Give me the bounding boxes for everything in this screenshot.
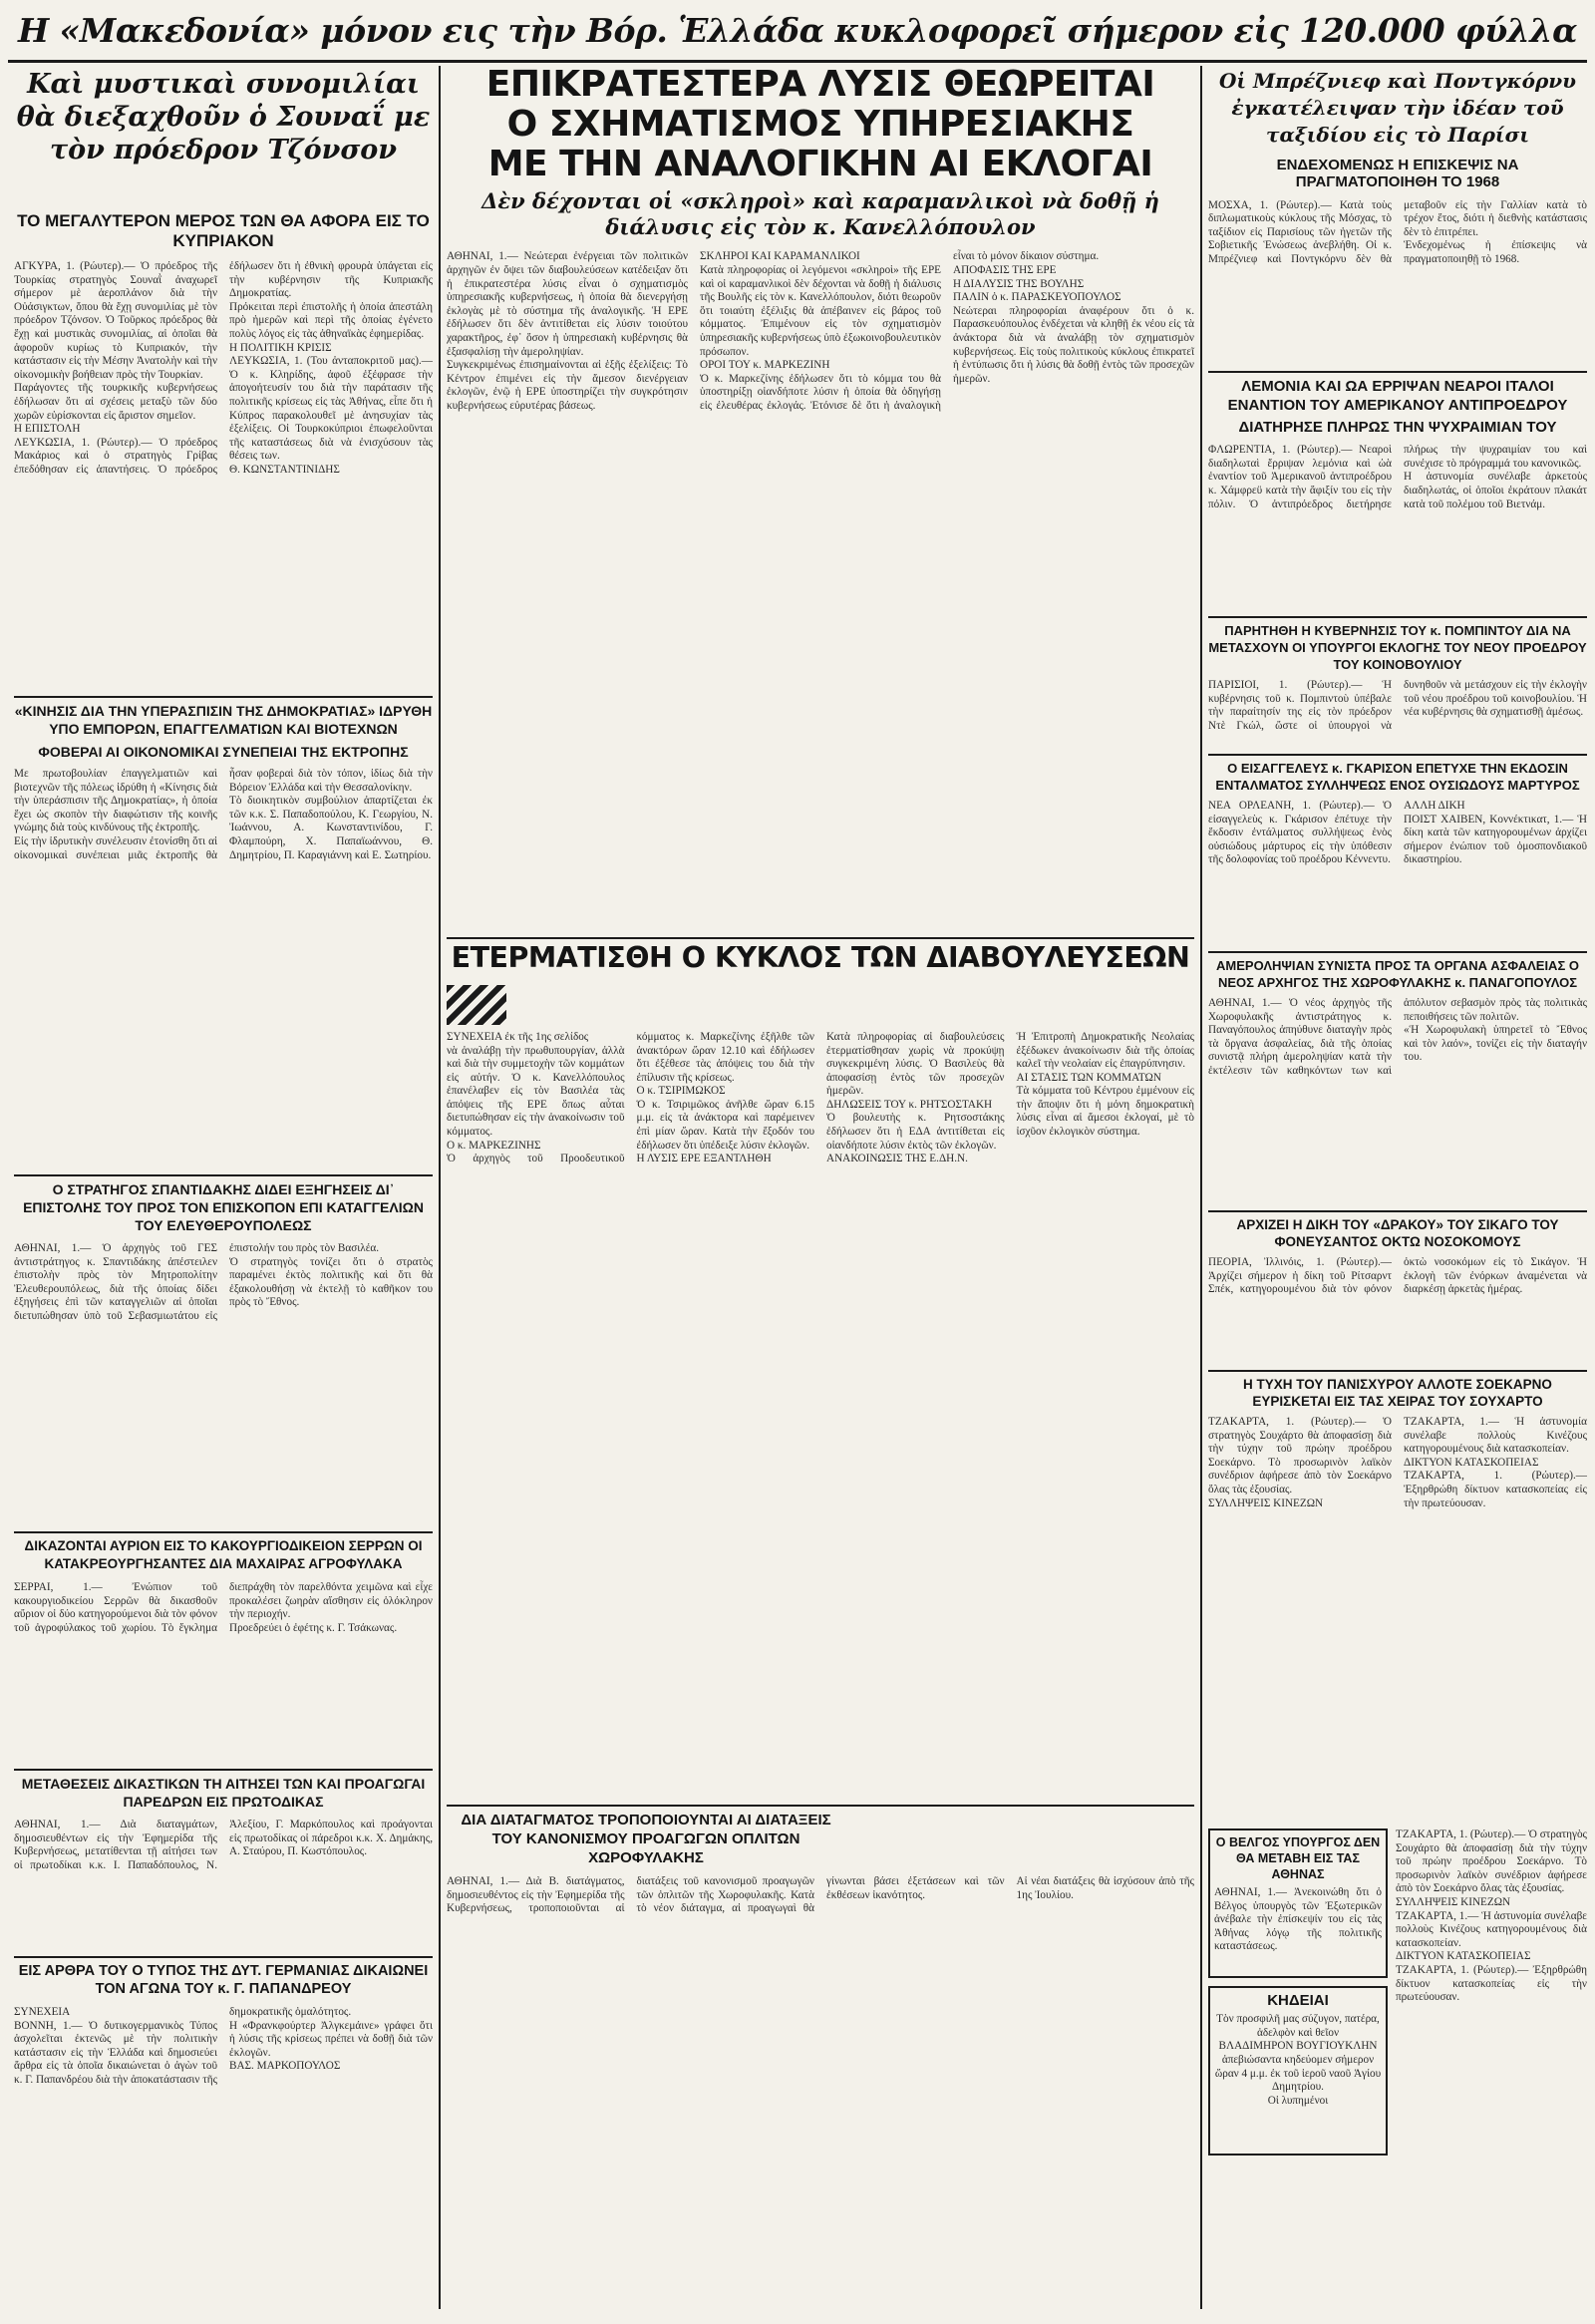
kyklos-body: ΣΥΝΕΧΕΙΑ ἐκ τῆς 1ης σελίδος νὰ ἀναλάβῃ τὴν πρωθυπουργίαν, ἀλλὰ καὶ διὰ τὴν συμμετοχὴν τῶν κομμάτων εἰς αὐτήν. Ὁ κ. Κανελλόπουλος ἐπανέλαβεν εἰς τὸν Βασιλέα τὰς ἀπόψεις τῆς ΕΡΕ ὅπως αὗται διετυπώθησαν εἰς τὴν ἀνακοίνωσιν τοῦ κόμματος. Ο κ. ΜΑΡΚΕΖΙΝΗΣ Ὁ ἀρχηγὸς τοῦ Προοδευτικοῦ κόμματος κ. Μαρκεζίνης ἐξῆλθε τῶν ἀνακτόρων ὥραν 12.10 καὶ ἐδήλωσεν ὅτι ἐξέθεσε τὰς ἀπόψεις του διὰ τὴν ἐπίλυσιν τῆς κρίσεως. Ο κ. ΤΣΙΡΙΜΩΚΟΣ Ὁ κ. Τσιριμῶκος ἀνῆλθε ὥραν 6.15 μ.μ. εἰς τὰ ἀνάκτορα καὶ παρέμεινεν ἐπὶ μίαν ὥραν. Κατὰ τὴν ἔξοδόν του ἐδήλωσεν ὅτι ὑπέδειξε λύσιν ἐκλογῶν. Η ΛΥΣΙΣ ΕΡΕ ΕΞΑΝΤΛΗΘΗ Κατὰ πληροφορίας αἱ διαβουλεύσεις ἐτερματίσθησαν χωρὶς νὰ προκύψῃ συγκεκριμένη λύσις. Ὁ Βασιλεὺς θὰ ἀποφασίσῃ ἐντὸς τῶν προσεχῶν ἡμερῶν. ΔΗΛΩΣΕΙΣ ΤΟΥ κ. ΡΗΤΣΟΣΤΑΚΗ Ὁ βουλευτὴς κ. Ρητσοστάκης ἐδήλωσεν ὅτι ἡ ΕΔΑ ἀντιτίθεται εἰς οἱανδήποτε λύσιν ἐκτὸς τῶν ἐκλογῶν. ΑΝΑΚΟΙΝΩΣΙΣ ΤΗΣ Ε.ΔΗ.Ν. Ἡ Ἐπιτροπὴ Δημοκρατικῆς Νεολαίας ἐξέδωκεν ἀνακοίνωσιν διὰ τῆς ὁποίας καλεῖ τὴν νεολαίαν εἰς ἐπαγρύπνησιν. ΑΙ ΣΤΑΣΙΣ ΤΩΝ ΚΟΜΜΑΤΩΝ Τὰ κόμματα τοῦ Κέντρου ἐμμένουν εἰς τὴν ἄποψιν ὅτι ἡ μόνη δημοκρατικὴ λύσις εἶναι αἱ ἄμεσοι ἐκλογαί, μὲ τὸ ἰσχῦον ἐκλογικὸν σύστημα. [447,1030,1194,1165]
eisangeleus-body: ΝΕΑ ΟΡΛΕΑΝΗ, 1. (Ρώυτερ).— Ὁ εἰσαγγελεὺς κ. Γκάρισον ἐπέτυχε τὴν ἔκδοσιν ἐντάλματος συλλήψεως ἑνὸς οὐσιώδους μάρτυρος εἰς τὴν ὑπόθεσιν τῆς δολοφονίας τοῦ προέδρου Κέννεντυ. ΑΛΛΗ ΔΙΚΗ ΠΟΙΣΤ ΧΑΙΒΕΝ, Κοννέκτικατ, 1.— Ἡ δίκη κατὰ τῶν κατηγορουμένων ἀρχίζει σήμερον ἐνώπιον τοῦ ὁμοσπονδιακοῦ δικαστηρίου. [1208,800,1587,866]
serres-body: ΣΕΡΡΑΙ, 1.— Ἐνώπιον τοῦ κακουργιοδικείου Σερρῶν θὰ δικασθοῦν αὔριον οἱ δύο κατηγορούμενοι διὰ τὸν φόνον τοῦ ἀγροφύλακος τοῦ χωρίου. Τὸ ἔγκλημα διεπράχθη τὸν παρελθόντα χειμῶνα καὶ εἶχε προκαλέσει ζωηρὰν αἴσθησιν εἰς ὁλόκληρον τὴν περιοχήν. Προεδρεύει ὁ ἐφέτης κ. Γ. Τσάκωνας. [14,1581,433,1634]
amerolipsia-body: ΑΘΗΝΑΙ, 1.— Ὁ νέος ἀρχηγὸς τῆς Χωροφυλακῆς ἀντιστράτηγος κ. Παναγόπουλος ἀπηύθυνε διαταγὴν πρὸς τὰ ὄργανα ἀσφαλείας, διὰ τῆς ὁποίας συνιστᾷ πλήρη ἀμεροληψίαν κατὰ τὴν ἐκτέλεσιν τῶν καθηκόντων των καὶ ἀπόλυτον σεβασμὸν πρὸς τὰς πολιτικὰς πεποιθήσεις τῶν πολιτῶν. «Ἡ Χωροφυλακὴ ὑπηρετεῖ τὸ Ἔθνος καὶ τὸν λαόν», τονίζει εἰς τὴν διαταγήν του. [1208,997,1587,1077]
belgos-title: Ο ΒΕΛΓΟΣ ΥΠΟΥΡΓΟΣ ΔΕΝ ΘΑ ΜΕΤΑΒΗ ΕΙΣ ΤΑΣ ΑΘΗΝΑΣ [1215,1835,1381,1881]
banner-frame [8,6,1587,58]
right-bottom-column [1396,1828,1587,2307]
main-title-1: ΕΠΙΚΡΑΤΕΣΤΕΡΑ ΛΥΣΙΣ ΘΕΩΡΕΙΤΑΙ [485,64,1155,105]
article-chorofylakes [447,1811,1194,2309]
article-kideiai [1208,1986,1388,2156]
germania-body: ΣΥΝΕΧΕΙΑ ΒΟΝΝΗ, 1.— Ὁ δυτικογερμανικὸς Τύπος ἀσχολεῖται ἐκτενῶς μὲ τὴν πολιτικὴν κατάστασιν εἰς τὴν Ἑλλάδα καὶ δημοσιεύει ἄρθρα εἰς τὰ ὁποῖα δικαιώνεται ὁ ἀγὼν τοῦ κ. Γ. Παπανδρέου διὰ τὴν ἀποκατάστασιν τῆς δημοκρατικῆς ὁμαλότητος. Η «Φρανκφούρτερ Ἀλγκεμάινε» γράφει ὅτι ἡ λύσις τῆς κρίσεως πρέπει νὰ δοθῇ διὰ τῶν ἐκλογῶν. ΒΑΣ. ΜΑΡΚΟΠΟΥΛΟΣ [14,2006,433,2086]
belgos-body: ΑΘΗΝΑΙ, 1.— Ἀνεκοινώθη ὅτι ὁ Βέλγος ὑπουργὸς τῶν Ἐξωτερικῶν ἀνέβαλε τὴν ἐπίσκεψίν του εἰς τὰς Ἀθήνας λόγῳ τῆς πολιτικῆς καταστάσεως. [1214,1886,1385,1953]
article-main [447,66,1194,933]
kideiai-body: Τὸν προσφιλῆ μας σύζυγον, πατέρα, ἀδελφὸν καὶ θεῖον ΒΛΑΔΙΜΗΡΟΝ ΒΟΥΓΙΟΥΚΛΗΝ ἀπεβιώσαντα κηδεύομεν σήμερον ὥραν 4 μ.μ. ἐκ τοῦ ἱεροῦ ναοῦ Ἁγίου Δημητρίου. Οἱ λυπημένοι [1214,2013,1382,2107]
rule-right-2 [1208,616,1587,618]
rule-mid-2 [447,1805,1194,1807]
brezhnev-subtitle: ΕΝΔΕΧΟΜΕΝΩΣ Η ΕΠΙΣΚΕΨΙΣ ΝΑ ΠΡΑΓΜΑΤΟΠΟΙΗΘΗ ΤΟ 1968 [1276,157,1519,191]
sounay-subtitle: ΤΟ ΜΕΓΑΛΥΤΕΡΟΝ ΜΕΡΟΣ ΤΩΝ ΘΑ ΑΦΟΡΑ ΕΙΣ ΤΟ ΚΥΠΡΙΑΚΟΝ [17,211,430,250]
banner-rule [8,60,1587,63]
main-subtitle: Δὲν δέχονται οἱ «σκληροὶ» καὶ καραμανλικοὶ νὰ δοθῇ ἡ διάλυσις εἰς τὸν κ. Κανελλόπουλον [481,188,1159,240]
pompidou-body: ΠΑΡΙΣΙΟΙ, 1. (Ρώυτερ).— Ἡ κυβέρνησις τοῦ κ. Πομπιντοὺ ὑπέβαλε τὴν παραίτησίν της εἰς τὸν πρόεδρον Ντὲ Γκώλ, ὥστε οἱ ὑπουργοὶ νὰ δυνηθοῦν νὰ μετάσχουν εἰς τὴν ἐκλογὴν τοῦ νέου προέδρου τοῦ κοινοβουλίου. Ἡ νέα κυβέρνησις θὰ σχηματισθῇ ἀμέσως. [1208,679,1590,732]
main-title-3: ΜΕ ΤΗΝ ΑΝΑΛΟΓΙΚΗΝ ΑΙ ΕΚΛΟΓΑΙ [487,143,1153,184]
kiniseis-subtitle: ΦΟΒΕΡΑΙ ΑΙ ΟΙΚΟΝΟΜΙΚΑΙ ΣΥΝΕΠΕΙΑΙ ΤΗΣ ΕΚΤΡΟΠΗΣ [38,744,409,760]
sochaarto-title: Η ΤΥΧΗ ΤΟΥ ΠΑΝΙΣΧΥΡΟΥ ΑΛΛΟΤΕ ΣΟΕΚΑΡΝΟ ΕΥΡΙΣΚΕΤΑΙ ΕΙΣ ΤΑΣ ΧΕΙΡΑΣ ΤΟΥ ΣΟΥΧΑΡΤΟ [1243,1377,1552,1409]
article-belgos [1208,1828,1388,1978]
rule-left-4 [14,1769,433,1771]
article-sochaarto [1208,1376,1587,1825]
article-kiniseis [14,702,433,1170]
sochaarto-continued: ΤΖΑΚΑΡΤΑ, 1. (Ρώυτερ).— Ὁ στρατηγὸς Σουχάρτο θὰ ἀποφασίσῃ διὰ τὴν τύχην τοῦ πρώην προέδρου Σοεκάρνο. Τὸ προσωρινὸν λαϊκὸν συνέδριον ἀφήρεσε ἀπὸ τὸν Σοεκάρνο ὅλας τὰς ἐξουσίας. ΣΥΛΛΗΨΕΙΣ ΚΙΝΕΖΩΝ ΤΖΑΚΑΡΤΑ, 1.— Ἡ ἀστυνομία συνέλαβε πολλοὺς Κινέζους κατηγορουμένους διὰ κατασκοπείαν. ΔΙΚΤΥΟΝ ΚΑΤΑΣΚΟΠΕΙΑΣ ΤΖΑΚΑΡΤΑ, 1. (Ρώυτερ).— Ἐξηρθρώθη δίκτυον κατασκοπείας εἰς τὴν πρωτεύουσαν. [1396,1828,1587,2004]
rule-right-4 [1208,951,1587,953]
brezhnev-body: ΜΟΣΧΑ, 1. (Ρώυτερ).— Κατὰ τοὺς διπλωματικοὺς κύκλους τῆς Μόσχας, τὸ ταξίδιον εἰς Παρισίους τῶν ἡγετῶν τῆς Σοβιετικῆς Ἑνώσεως ἀνεβλήθη. Οἱ κ. Μπρέζνιεφ καὶ Ποντγκόρνυ δὲν θὰ μεταβοῦν εἰς τὴν Γαλλίαν κατὰ τὸ τρέχον ἔτος, διότι ἡ διεθνὴς κατάστασις δὲν τὸ ἐπιτρέπει. Ἑνδεχομένως ἡ ἐπίσκεψις νὰ πραγματοποιηθῇ τὸ 1968. [1208,198,1587,265]
spantidakis-body: ΑΘΗΝΑΙ, 1.— Ὁ ἀρχηγὸς τοῦ ΓΕΣ ἀντιστράτηγος κ. Σπαντιδάκης ἀπέστειλεν ἐπιστολὴν πρὸς τὸν Μητροπολίτην Ἐλευθερουπόλεως, διὰ τῆς ὁποίας δίδει ἐξηγήσεις ἐπὶ τῶν καταγγελιῶν αἱ ὁποῖαι διετυπώθησαν ὑπὸ τοῦ Σεβασμιωτάτου εἰς ἐπιστολήν του πρὸς τὸν Βασιλέα. Ὁ στρατηγὸς τονίζει ὅτι ὁ στρατὸς παραμένει ἐκτὸς πολιτικῆς καὶ ὅτι θὰ ἐξακολουθήσῃ νὰ ἐκτελῇ τὸ καθῆκον του πρὸς τὸ Ἔθνος. [14,1242,433,1322]
metatheseis-title: ΜΕΤΑΘΕΣΕΙΣ ΔΙΚΑΣΤΙΚΩΝ ΤΗ ΑΙΤΗΣΕΙ ΤΩΝ ΚΑΙ ΠΡΟΑΓΩΓΑΙ ΠΑΡΕΔΡΩΝ ΕΙΣ ΠΡΩΤΟΔΙΚΑΣ [21,1776,426,1810]
eisangeleus-title: Ο ΕΙΣΑΓΓΕΛΕΥΣ κ. ΓΚΑΡΙΣΟΝ ΕΠΕΤΥΧΕ ΤΗΝ ΕΚΔΟΣΙΝ ΕΝΤΑΛΜΑΤΟΣ ΣΥΛΛΗΨΕΩΣ ΕΝΟΣ ΟΥΣΙΩΔΟΥΣ ΜΑΡΤΥΡΟΣ [1215,761,1580,793]
article-kyklos [447,943,1194,1801]
rule-mid-1 [447,937,1194,939]
rule-col-left [439,66,441,2309]
article-drakos [1208,1216,1590,1366]
amerolipsia-title: ΑΜΕΡΟΛΗΨΙΑΝ ΣΥΝΙΣΤΑ ΠΡΟΣ ΤΑ ΟΡΓΑΝΑ ΑΣΦΑΛΕΙΑΣ Ο ΝΕΟΣ ΑΡΧΗΓΟΣ ΤΗΣ ΧΩΡΟΦΥΛΑΚΗΣ κ. ΠΑΝΑΓΟΠΟΥΛΟΣ [1216,958,1579,990]
main-body: ΑΘΗΝΑΙ, 1.— Νεώτεραι ἐνέργειαι τῶν πολιτικῶν ἀρχηγῶν ἐν ὄψει τῶν διαβουλεύσεων κατέδειξαν ὅτι ἡ ἐπικρατεστέρα λύσις εἶναι ὁ σχηματισμὸς ὑπηρεσιακῆς κυβερνήσεως, ἡ ὁποία θὰ διενεργήσῃ ἐκλογὰς μὲ τὸ σύστημα τῆς ἀναλογικῆς. Ἡ ΕΡΕ ἐδήλωσεν ὅτι δὲν ἀντιτίθεται εἰς λύσιν τοιούτου χαρακτῆρος, ἐφ᾽ ὅσον ἡ ὑπηρεσιακὴ κυβέρνησις θὰ ἐξασφαλίσῃ τὴν ἀμεροληψίαν. Συγκεκριμένως ἐπισημαίνονται αἱ ἑξῆς ἐξελίξεις: Τὸ Κέντρον ἐπιμένει εἰς τὴν ἄμεσον διενέργειαν ἐκλογῶν, ἐνῷ ἡ ΕΡΕ ὑποστηρίζει τὴν συγκρότησιν κυβερνήσεως εὐρυτέρας βάσεως. ΣΚΛΗΡΟΙ ΚΑΙ ΚΑΡΑΜΑΝΛΙΚΟΙ Κατὰ πληροφορίας οἱ λεγόμενοι «σκληροὶ» τῆς ΕΡΕ καὶ οἱ καραμανλικοὶ δὲν δέχονται νὰ δοθῇ ἡ διάλυσις τῆς Βουλῆς εἰς τὸν κ. Κανελλόπουλον, διότι θεωροῦν ὅτι τοιαύτη ἐξέλιξις θὰ ἀπέβαινεν εἰς βάρος τοῦ κόμματος. Ἐπιμένουν εἰς τὸν σχηματισμὸν ὑπηρεσιακῆς κυβερνήσεως ὑπὸ ἐξωκοινοβουλευτικὸν πρόσωπον. ΟΡΟΙ ΤΟΥ κ. ΜΑΡΚΕΖΙΝΗ Ὁ κ. Μαρκεζίνης ἐδήλωσεν ὅτι τὸ κόμμα του θὰ ὑποστηρίξῃ οἱανδήποτε λύσιν ἡ ὁποία θὰ ὁδηγήσῃ εἰς ἐλευθέρας ἐκλογάς. Ἐτόνισε δὲ ὅτι ἡ ἀναλογικὴ εἶναι τὸ μόνον δίκαιον σύστημα. ΑΠΟΦΑΣΙΣ ΤΗΣ ΕΡΕ Η ΔΙΑΛΥΣΙΣ ΤΗΣ ΒΟΥΛΗΣ ΠΑΛΙΝ ὁ κ. ΠΑΡΑΣΚΕΥΟΠΟΥΛΟΣ Νεώτεραι πληροφορίαι ἀναφέρουν ὅτι ὁ κ. Παρασκευόπουλος ἐνδέχεται νὰ κληθῇ ἐκ νέου εἰς τὰ ἀνάκτορα διὰ νὰ ἀναλάβῃ τὸν σχηματισμὸν κυβερνήσεως. Εἰς τοὺς πολιτικοὺς κύκλους ἐπικρατεῖ ἡ ἐντύπωσις ὅτι ἡ λύσις θὰ δοθῇ ἐντὸς τῶν προσεχῶν ἡμερῶν. [447,250,1194,412]
kideiai-title: ΚΗΔΕΙΑΙ [1267,1992,1329,2009]
rule-right-1 [1208,371,1587,373]
article-sounay [14,68,433,691]
kiniseis-title: «ΚΙΝΗΣΙΣ ΔΙΑ ΤΗΝ ΥΠΕΡΑΣΠΙΣΙΝ ΤΗΣ ΔΗΜΟΚΡΑΤΙΑΣ» ΙΔΡΥΘΗ ΥΠΟ ΕΜΠΟΡΩΝ, ΕΠΑΓΓΕΛΜΑΤΙΩΝ ΚΑΙ ΒΙΟΤΕΧΝΩΝ [14,703,433,737]
main-title-2: Ο ΣΧΗΜΑΤΙΣΜΟΣ ΥΠΗΡΕΣΙΑΚΗΣ [506,103,1134,145]
article-brezhnev [1208,68,1587,367]
kyklos-dropcap-mark [447,985,506,1025]
brezhnev-title: Οἱ Μπρέζνιεφ καὶ Ποντγκόρνυ ἐγκατέλειψαν τὴν ἰδέαν τοῦ ταξιδίου εἰς τὸ Παρίσι [1218,69,1577,147]
sochaarto-body: ΤΖΑΚΑΡΤΑ, 1. (Ρώυτερ).— Ὁ στρατηγὸς Σουχάρτο θὰ ἀποφασίσῃ διὰ τὴν τύχην τοῦ πρώην προέδρου Σοεκάρνο. Τὸ προσωρινὸν λαϊκὸν συνέδριον ἀφήρεσε ἀπὸ τὸν Σοεκάρνο ὅλας τὰς ἐξουσίας. ΣΥΛΛΗΨΕΙΣ ΚΙΝΕΖΩΝ ΤΖΑΚΑΡΤΑ, 1.— Ἡ ἀστυνομία συνέλαβε πολλοὺς Κινέζους κατηγορουμένους διὰ κατασκοπείαν. ΔΙΚΤΥΟΝ ΚΑΤΑΣΚΟΠΕΙΑΣ ΤΖΑΚΑΡΤΑ, 1. (Ρώυτερ).— Ἐξηρθρώθη δίκτυον κατασκοπείας εἰς τὴν πρωτεύουσαν. [1208,1416,1587,1509]
metatheseis-body: ΑΘΗΝΑΙ, 1.— Διὰ διαταγμάτων, δημοσιευθέντων εἰς τὴν Ἐφημερίδα τῆς Κυβερνήσεως, μετατίθενται τῇ αἰτήσει των οἱ πρωτοδίκαι κ.κ. Ι. Παπαδόπουλος, Ν. Ἀλεξίου, Γ. Μαρκόπουλος καὶ προάγονται εἰς πρωτοδίκας οἱ πάρεδροι κ.κ. Χ. Δημάκης, Α. Σταύρου, Π. Κωστόπουλος. [14,1819,436,1871]
rule-left-3 [14,1531,433,1533]
article-lemons [1208,377,1587,612]
rule-right-3 [1208,754,1587,756]
rule-left-5 [14,1956,433,1958]
article-serres [14,1537,433,1765]
pompidou-title: ΠΑΡΗΤΗΘΗ Η ΚΥΒΕΡΝΗΣΙΣ ΤΟΥ κ. ΠΟΜΠΙΝΤΟΥ ΔΙΑ ΝΑ ΜΕΤΑΣΧΟΥΝ ΟΙ ΥΠΟΥΡΓΟΙ ΕΚΛΟΓΗΣ ΤΟΥ ΝΕΟΥ ΠΡΟΕΔΡΟΥ ΤΟΥ ΚΟΙΝΟΒΟΥΛΙΟΥ [1208,623,1587,672]
chorofylakes-title: ΔΙΑ ΔΙΑΤΑΓΜΑΤΟΣ ΤΡΟΠΟΠΟΙΟΥΝΤΑΙ ΑΙ ΔΙΑΤΑΞΕΙΣ ΤΟΥ ΚΑΝΟΝΙΣΜΟΥ ΠΡΟΑΓΩΓΩΝ ΟΠΛΙΤΩΝ ΧΩΡΟΦΥΛΑΚΗΣ [461,1812,831,1866]
drakos-body: ΠΕΟΡΙΑ, Ἰλλινόις, 1. (Ρώυτερ).— Ἀρχίζει σήμερον ἡ δίκη τοῦ Ρίτσαρντ Σπέκ, κατηγορουμένου διὰ τὸν φόνον ὀκτὼ νοσοκόμων εἰς τὸ Σικάγον. Ἡ ἐκλογὴ τῶν ἐνόρκων ἀναμένεται νὰ διαρκέσῃ ἀρκετὰς ἡμέρας. [1208,1256,1590,1296]
rule-left-1 [14,696,433,698]
rule-col-right [1200,66,1202,2309]
rule-right-5 [1208,1210,1587,1212]
chorofylakes-body: ΑΘΗΝΑΙ, 1.— Διὰ Β. διατάγματος, δημοσιευθέντος εἰς τὴν Ἐφημερίδα τῆς Κυβερνήσεως, τροποποιοῦνται αἱ διατάξεις τοῦ κανονισμοῦ προαγωγῶν τῶν ὁπλιτῶν τῆς Χωροφυλακῆς. Κατὰ τὸ νέον διάταγμα, αἱ προαγωγαὶ θὰ γίνωνται βάσει ἐξετάσεων καὶ τῶν ἐκθέσεων ἱκανότητος. Αἱ νέαι διατάξεις θὰ ἰσχύσουν ἀπὸ τῆς 1ης Ἰουλίου. [447,1875,1194,1915]
article-germania [14,1962,433,2307]
rule-right-6 [1208,1370,1587,1372]
germania-title: ΕΙΣ ΑΡΘΡΑ ΤΟΥ Ο ΤΥΠΟΣ ΤΗΣ ΔΥΤ. ΓΕΡΜΑΝΙΑΣ ΔΙΚΑΙΩΝΕΙ ΤΟΝ ΑΓΩΝΑ ΤΟΥ κ. Γ. ΠΑΠΑΝΔΡΕΟΥ [18,1963,429,1997]
sounay-title: Καὶ μυστικαὶ συνομιλίαι θὰ διεξαχθοῦν ὁ Σουναΐ με τὸν πρόεδρον Τζόνσον [16,69,431,166]
article-metatheseis [14,1775,436,1952]
lemons-title: ΛΕΜΟΝΙΑ ΚΑΙ ΩΑ ΕΡΡΙΨΑΝ ΝΕΑΡΟΙ ΙΤΑΛΟΙ ΕΝΑΝΤΙΟΝ ΤΟΥ ΑΜΕΡΙΚΑΝΟΥ ΑΝΤΙΠΡΟΕΔΡΟΥ [1227,378,1568,414]
article-amerolipsia [1208,957,1587,1206]
banner-headline: Η «Μακεδονία» μόνον εις τὴν Βόρ. Ἑλλάδα κυκλοφορεῖ σήμερον εἰς 120.000 φύλλα [18,11,1577,50]
article-spantidakis [14,1180,433,1527]
kyklos-title: ΕΤΕΡΜΑΤΙΣΘΗ Ο ΚΥΚΛΟΣ ΤΩΝ ΔΙΑΒΟΥΛΕΥΣΕΩΝ [451,941,1190,974]
lemons-subtitle: ΔΙΑΤΗΡΗΣΕ ΠΛΗΡΩΣ ΤΗΝ ΨΥΧΡΑΙΜΙΑΝ ΤΟΥ [1238,419,1557,436]
lemons-body: ΦΛΩΡΕΝΤΙΑ, 1. (Ρώυτερ).— Νεαροὶ διαδηλωταὶ ἔρριψαν λεμόνια καὶ ὠὰ ἐναντίον τοῦ Ἀμερικανοῦ ἀντιπροέδρου κ. Χάμφρεϋ κατὰ τὴν ἄφιξίν του εἰς τὴν πόλιν. Ὁ ἀντιπρόεδρος διετήρησε πλήρως τὴν ψυχραιμίαν του καὶ συνέχισε τὸ πρόγραμμά του κανονικῶς. Η ἀστυνομία συνέλαβε ἀρκετοὺς διαδηλωτάς, οἱ ὁποῖοι ἐκράτουν πλακάτ κατὰ τοῦ πολέμου τοῦ Βιετνάμ. [1208,444,1587,510]
drakos-title: ΑΡΧΙΖΕΙ Η ΔΙΚΗ ΤΟΥ «ΔΡΑΚΟΥ» ΤΟΥ ΣΙΚΑΓΟ ΤΟΥ ΦΟΝΕΥΣΑΝΤΟΣ ΟΚΤΩ ΝΟΣΟΚΟΜΟΥΣ [1236,1217,1559,1249]
sounay-body: ΑΓΚΥΡΑ, 1. (Ρώυτερ).— Ὁ πρόεδρος τῆς Τουρκίας στρατηγὸς Σουναῒ ἀναχωρεῖ σήμερον μὲ ἀεροπλάνον διὰ τὴν Οὐάσιγκτων, ὅπου θὰ ἔχῃ συνομιλίας μὲ τὸν πρόεδρον Τζόνσον. Ὁ Τοῦρκος πρόεδρος θὰ ἔχῃ καὶ μυστικὰς συνομιλίας, αἱ ὁποῖαι θὰ ἀφοροῦν κυρίως τὸ Κυπριακόν, τὴν κατάστασιν εἰς τὴν Μέσην Ἀνατολὴν καὶ τὴν οἰκονομικὴν βοήθειαν πρὸς τὴν Τουρκίαν. Παράγοντες τῆς τουρκικῆς κυβερνήσεως ἐδήλωσαν ὅτι αἱ σχέσεις μεταξὺ τῶν δύο χωρῶν εὑρίσκονται εἰς ἄριστον σημεῖον. Η ΕΠΙΣΤΟΛΗ ΛΕΥΚΩΣΙΑ, 1. (Ρώυτερ).— Ὁ πρόεδρος Μακάριος καὶ ὁ στρατηγὸς Γρίβας ἐπεδόθησαν εἰς ἀπαντήσεις. Ὁ πρόεδρος ἐδήλωσεν ὅτι ἡ ἐθνικὴ φρουρὰ ὑπάγεται εἰς τὴν κυβέρνησιν τῆς Κυπριακῆς Δημοκρατίας. Πρόκειται περὶ ἐπιστολῆς ἡ ὁποία ἀπεστάλη πρὸ ἡμερῶν καὶ περὶ τῆς ὁποίας ἐγένετο πολὺς λόγος εἰς τὰς ἀθηναϊκὰς ἐφημερίδας. Η ΠΟΛΙΤΙΚΗ ΚΡΙΣΙΣ ΛΕΥΚΩΣΙΑ, 1. (Του ἀνταποκριτοῦ μας).— Ὁ κ. Κληρίδης, ἀφοῦ ἐξέφρασε τὴν ἀπογοήτευσίν του διὰ τὴν παράτασιν τῆς πολιτικῆς κρίσεως εἰς τὰς Ἀθήνας, εἶπε ὅτι ἡ Κύπρος παρακολουθεῖ μὲ ἀνησυχίαν τὰς ἐξελίξεις. Οἱ Τουρκοκύπριοι ἐπωφελοῦνται τῆς καταστάσεως διὰ νὰ ἐνισχύσουν τὰς θέσεις των. Θ. ΚΩΝΣΤΑΝΤΙΝΙΔΗΣ [14,260,433,476]
rule-left-2 [14,1174,433,1176]
serres-title: ΔΙΚΑΖΟΝΤΑΙ ΑΥΡΙΟΝ ΕΙΣ ΤΟ ΚΑΚΟΥΡΓΙΟΔΙΚΕΙΟΝ ΣΕΡΡΩΝ ΟΙ ΚΑΤΑΚΡΕΟΥΡΓΗΣΑΝΤΕΣ ΔΙΑ ΜΑΧΑΙΡΑΣ ΑΓΡΟΦΥΛΑΚΑ [24,1538,423,1571]
article-pompidou [1208,622,1590,750]
article-eisangeleus [1208,760,1587,947]
kiniseis-body: Με πρωτοβουλίαν ἐπαγγελματιῶν καὶ βιοτεχνῶν τῆς πόλεως ἱδρύθη ἡ «Κίνησις διὰ τὴν ὑπεράσπισιν τῆς Δημοκρατίας», ἡ ὁποία ἔχει ὡς σκοπὸν τὴν διαφώτισιν τῆς κοινῆς γνώμης διὰ τοὺς κινδύνους τῆς ἐκτροπῆς. Εἰς τὴν ἱδρυτικὴν συνέλευσιν ἐτονίσθη ὅτι αἱ οἰκονομικαὶ συνέπειαι μιᾶς ἐκτροπῆς θὰ ἦσαν φοβεραὶ διὰ τὸν τόπον, ἰδίως διὰ τὴν Βόρειον Ἑλλάδα καὶ τὴν Θεσσαλονίκην. Τὸ διοικητικὸν συμβούλιον ἀπαρτίζεται ἐκ τῶν κ.κ. Σ. Παπαδοπούλου, Κ. Γεωργίου, Ν. Ἰωάννου, Α. Κωνσταντινίδου, Γ. Φλαμπούρη, Χ. Παπαϊωάννου, Θ. Δημητρίου, Π. Καραγιάννη καὶ Ε. Σωτηρίου. [14,768,433,861]
spantidakis-title: Ο ΣΤΡΑΤΗΓΟΣ ΣΠΑΝΤΙΔΑΚΗΣ ΔΙΔΕΙ ΕΞΗΓΗΣΕΙΣ ΔΙ᾽ ΕΠΙΣΤΟΛΗΣ ΤΟΥ ΠΡΟΣ ΤΟΝ ΕΠΙΣΚΟΠΟΝ ΕΠΙ ΚΑΤΑΓΓΕΛΙΩΝ ΤΟΥ ΕΛΕΥΘΕΡΟΥΠΟΛΕΩΣ [23,1181,424,1233]
